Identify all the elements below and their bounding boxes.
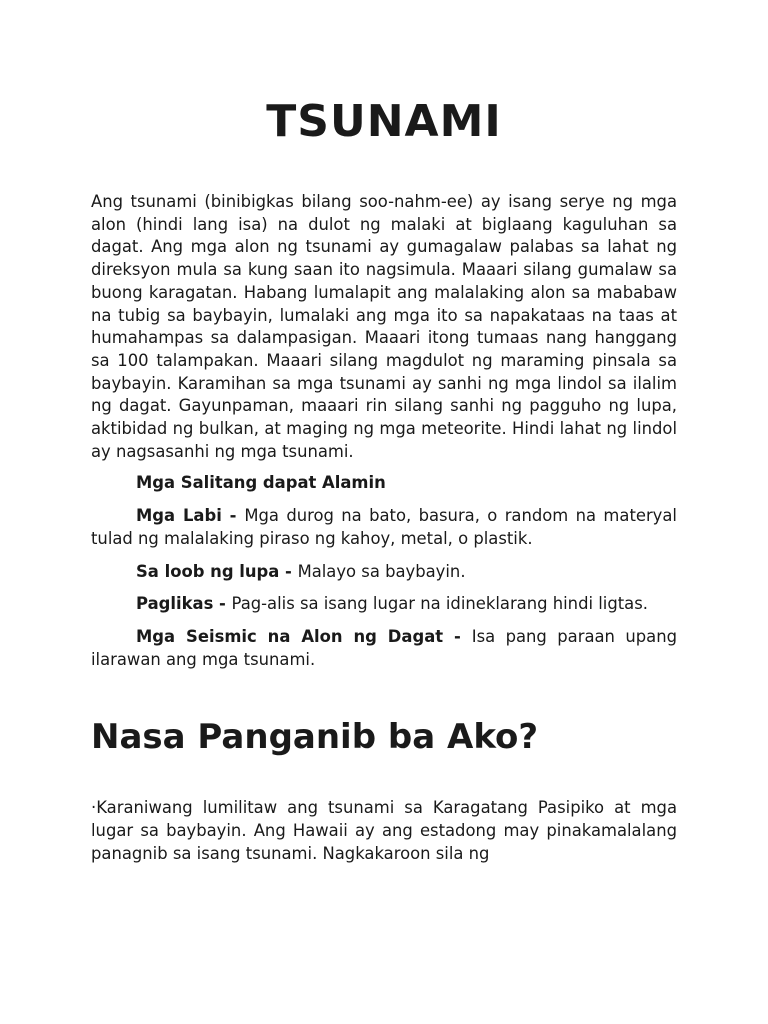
term-label: Sa loob ng lupa - [136,561,298,581]
term-label: Paglikas - [136,594,232,614]
term-entry [91,593,677,616]
term-entry [91,505,677,550]
document-page [91,0,677,865]
term-entry [91,561,677,584]
terms-heading: Mga Salitang dapat Alamin [136,473,386,493]
term-entry [91,626,677,671]
term-definition: Isa pang paraan upang ilarawan ang mga tsunami. [91,626,677,669]
term-definition: Malayo sa baybayin. [297,561,466,581]
section-title: Nasa Panganib ba Ako? [91,717,539,758]
document-title: TSUNAMI [266,96,502,147]
term-label: Mga Labi - [136,506,245,526]
term-definition: Pag-alis sa isang lugar na idineklarang hindi ligtas. [231,594,648,614]
section-paragraph: ·Karaniwang lumilitaw ang tsunami sa Karagatang Pasipiko at mga lugar sa baybayin. Ang Hawaii ay ang estadong may pinakamalalang panagnib sa isang tsunami. Nagkakaroon sila ng [91,798,677,863]
term-definition: Mga durog na bato, basura, o random na materyal tulad ng malalaking piraso ng kahoy, metal, o plastik. [91,506,677,548]
terms-section [91,472,677,671]
intro-paragraph: Ang tsunami (binibigkas bilang soo-nahm-ee) ay isang serye ng mga alon (hindi lang isa) na dulot ng malaki at biglaang kaguluhan sa dagat. Ang mga alon ng tsunami ay gumagalaw palabas sa lahat ng direksyon mula sa kung saan ito nagsimula. Maaari silang gumalaw sa buong karagatan. Habang lumalapit ang malalaking alon sa mababaw na tubig sa baybayin, lumalaki ang mga ito sa napakataas na taas at humahampas sa dalampasigan. Maaari itong tumaas nang hanggang sa 100 talampakan. Maaari silang magdulot ng maraming pinsala sa baybayin. Karamihan sa mga tsunami ay sanhi ng mga lindol sa ilalim ng dagat. Gayunpaman, maaari rin silang sanhi ng pagguho ng lupa, aktibidad ng bulkan, at maging ng mga meteorite. Hindi lahat ng lindol ay nagsasanhi ng mga tsunami. [91,192,677,461]
term-label: Mga Seismic na Alon ng Dagat - [136,626,472,646]
